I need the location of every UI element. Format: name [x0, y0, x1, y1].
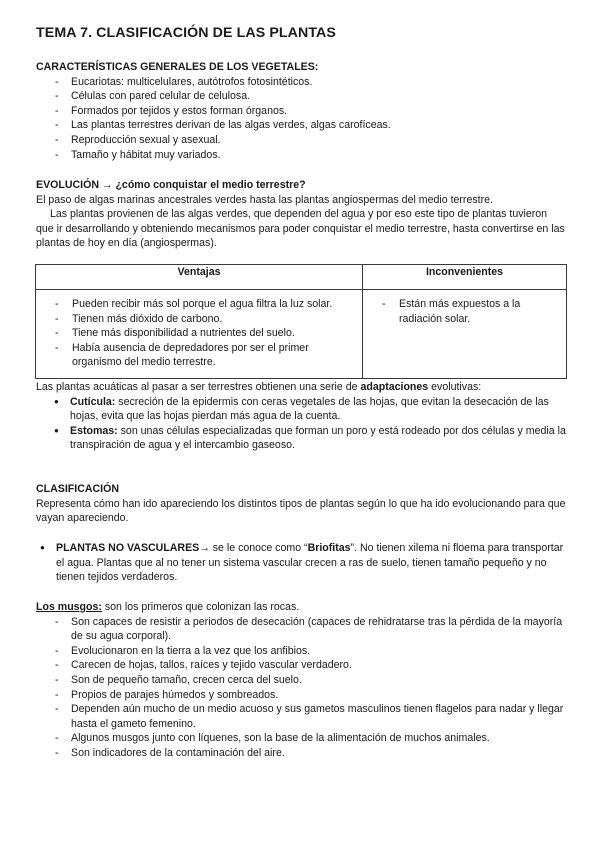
evolucion-heading: EVOLUCIÓN → ¿cómo conquistar el medio terrestre?: [36, 179, 306, 191]
ventajas-header: Ventajas: [36, 265, 363, 290]
page-title: TEMA 7. CLASIFICACIÓN DE LAS PLANTAS: [36, 25, 336, 41]
list-item: [36, 541, 566, 585]
list-item: - Evolucionaron en la tierra a la vez que los anfibios.: [36, 644, 566, 659]
list-item: [50, 424, 566, 453]
list-item: - Formados por tejidos y estos forman órganos.: [36, 104, 566, 119]
cuticula-term: Cutícula:: [70, 395, 116, 408]
list-item: - Había ausencia de depredadores por ser el primer organismo del medio terrestre.: [42, 341, 356, 370]
adaptaciones-keyword: adaptaciones: [360, 381, 429, 393]
musgos-section: [36, 600, 566, 761]
list-item: - Células con pared celular de celulosa.: [36, 89, 566, 104]
no-vasculares-term: PLANTAS NO VASCULARES: [56, 542, 200, 554]
musgos-intro-text: son los primeros que colonizan las rocas.: [101, 601, 300, 613]
ventajas-list: [42, 297, 356, 370]
list-item: - Tienen más dióxido de carbono.: [42, 312, 356, 327]
inconvenientes-header: Inconvenientes: [363, 265, 567, 290]
estomas-term: Estomas:: [70, 424, 118, 437]
musgos-term: Los musgos:: [36, 601, 102, 613]
clasificacion-section: [36, 482, 566, 526]
list-item: - Propios de parajes húmedos y sombreados.: [36, 688, 566, 703]
adaptaciones-intro-text: Las plantas acuáticas al pasar a ser terrestres obtienen una serie de: [36, 381, 361, 393]
adaptaciones-intro: [36, 380, 566, 395]
list-item: - Reproducción sexual y asexual.: [36, 133, 566, 148]
caracteristicas-heading: CARACTERÍSTICAS GENERALES DE LOS VEGETALES:: [36, 61, 319, 73]
list-item: - Las plantas terrestres derivan de las algas verdes, algas carofíceas.: [36, 118, 566, 133]
no-vasculares-section: [36, 541, 566, 585]
no-vasculares-text: ”. No tienen xilema ni floema para transportar el agua. Plantas que al no tener un sistema vascular crecen a ras de suelo, tienen tamaño pequeño y no tienen tejidos verdaderos.: [56, 542, 564, 584]
list-item: - Eucariotas: multicelulares, autótrofos fotosintéticos.: [36, 75, 566, 90]
ventajas-cell: [36, 290, 363, 379]
list-item: - Son de pequeño tamaño, crecen cerca del suelo.: [36, 673, 566, 688]
briofitas-term: Briofitas: [307, 542, 351, 554]
ventajas-inconvenientes-table: [35, 264, 567, 379]
adaptaciones-intro-end: evolutivas:: [428, 381, 482, 393]
list-item: - Tamaño y hábitat muy variados.: [36, 148, 566, 163]
list-item: - Están más expuestos a la radiación solar.: [369, 297, 560, 326]
table-header-row: [36, 265, 567, 290]
inconvenientes-list: [369, 297, 560, 326]
list-item: - Carecen de hojas, tallos, raíces y tejido vascular verdadero.: [36, 658, 566, 673]
list-item: - Dependen aún mucho de un medio acuoso y sus gametos masculinos tienen flagelos para nadar y llegar hasta el gameto femenino.: [36, 702, 566, 731]
cuticula-text: secreción de la epidermis con ceras vegetales de las hojas, que evitan la desecación de las hojas, evita que las hojas pierdan más agua de la cuenta.: [70, 395, 549, 423]
evolucion-paragraph-1: El paso de algas marinas ancestrales verdes hasta las plantas angiospermas del medio terrestre.: [36, 193, 493, 206]
list-item: - Son indicadores de la contaminación del aire.: [36, 746, 566, 761]
no-vasculares-arrow-text: → se le conoce como “: [199, 542, 308, 554]
list-item: - Algunos musgos junto con líquenes, son la base de la alimentación de muchos animales.: [36, 731, 566, 746]
table-row: [36, 290, 567, 379]
musgos-intro: [36, 600, 566, 615]
caracteristicas-list: [36, 75, 566, 163]
list-item: [50, 395, 566, 424]
evolucion-section: [36, 178, 566, 251]
clasificacion-heading: CLASIFICACIÓN: [36, 483, 119, 495]
inconvenientes-cell: [363, 290, 567, 379]
list-item: - Tiene más disponibilidad a nutrientes del suelo.: [42, 326, 356, 341]
clasificacion-text: Representa cómo han ido apareciendo los distintos tipos de plantas según lo que ha ido evolucionando para que vayan apareciendo.: [36, 497, 566, 525]
evolucion-paragraph-2: Las plantas provienen de las algas verdes, que dependen del agua y por eso este tipo de plantas tuvieron que ir desarrollando y obteniendo mecanismos para poder conquistar el medio terrestre, hasta convertirse en las plantas de hoy en día (angiospermas).: [36, 208, 565, 250]
adaptaciones-list: [50, 395, 566, 453]
adaptaciones-section: [36, 380, 566, 453]
estomas-text: son unas células especializadas que forman un poro y está rodeado por dos células y media la transpiración de agua y el intercambio gaseoso.: [70, 424, 566, 452]
caracteristicas-section: [36, 60, 566, 162]
list-item: - Pueden recibir más sol porque el agua filtra la luz solar.: [42, 297, 356, 312]
musgos-list: [36, 615, 566, 761]
no-vasculares-list: [36, 541, 566, 585]
list-item: - Son capaces de resistir a periodos de desecación (capaces de rehidratarse tras la pérdida de la mayoría de su agua corporal).: [36, 615, 566, 644]
